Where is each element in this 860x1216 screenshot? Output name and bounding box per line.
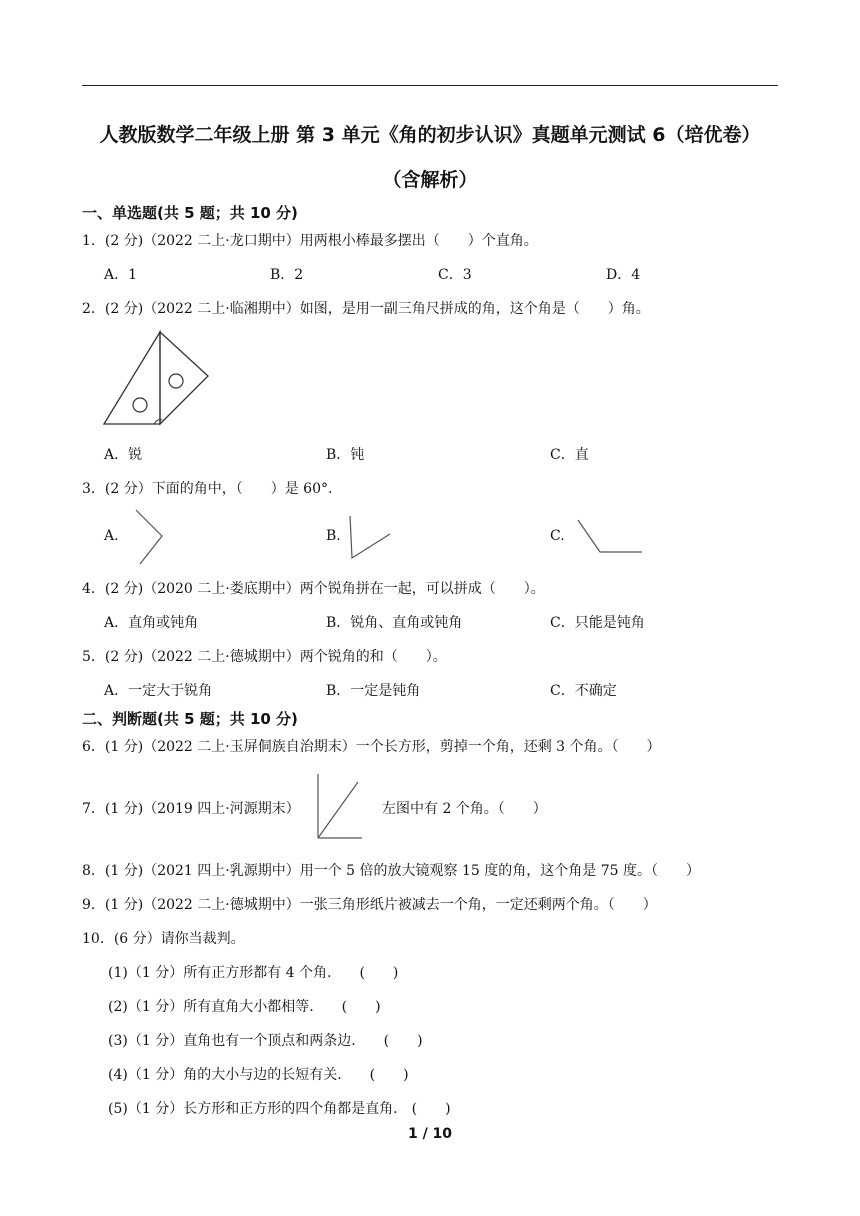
q1-option-b[interactable]: B．2	[270, 267, 304, 283]
q4-option-b[interactable]: B．锐角、直角或钝角	[326, 615, 463, 631]
q2-option-c[interactable]: C．直	[550, 447, 589, 463]
q1-option-d[interactable]: D．4	[606, 267, 641, 283]
question-10: 10．(6 分）请你当裁判。	[82, 931, 245, 947]
q4-option-c[interactable]: C．只能是钝角	[550, 615, 645, 631]
angle-figure-b	[344, 512, 394, 562]
angle-figure-c	[574, 516, 646, 558]
q10-subitem-5: (5)（1 分）长方形和正方形的四个角都是直角. ( )	[108, 1101, 451, 1117]
header-rule	[82, 85, 778, 86]
angle-figure-a	[130, 506, 166, 568]
document-title: 人教版数学二年级上册 第 3 单元《角的初步认识》真题单元测试 6（培优卷）	[99, 124, 761, 146]
page-number: 1 / 10	[407, 1126, 453, 1142]
q1-option-c[interactable]: C．3	[438, 267, 472, 283]
section-heading-true-false: 二、判断题(共 5 题；共 10 分)	[82, 710, 298, 728]
question-4: 4．(2 分)（2020 二上·娄底期中）两个锐角拼在一起，可以拼成（ ）。	[82, 581, 545, 597]
section-heading-single-choice: 一、单选题(共 5 题；共 10 分)	[82, 204, 298, 222]
q5-option-c[interactable]: C．不确定	[550, 683, 617, 699]
question-8: 8．(1 分)（2021 四上·乳源期中）用一个 5 倍的放大镜观察 15 度的角，这个角是 75 度。（ ）	[82, 863, 700, 879]
q2-option-b[interactable]: B．钝	[326, 447, 365, 463]
q4-option-a[interactable]: A．直角或钝角	[104, 615, 199, 631]
q10-subitem-4: (4)（1 分）角的大小与边的长短有关. ( )	[108, 1067, 409, 1083]
question-7-statement: 左图中有 2 个角。（ ）	[382, 801, 547, 817]
q10-subitem-2: (2)（1 分）所有直角大小都相等. ( )	[108, 999, 381, 1015]
question-5: 5．(2 分)（2022 二上·德城期中）两个锐角的和（ ）。	[82, 649, 447, 665]
question-1: 1．(2 分)（2022 二上·龙口期中）用两根小棒最多摆出（ ）个直角。	[82, 233, 538, 249]
question-7: 7．(1 分)（2019 四上·河源期末）	[82, 801, 300, 817]
angle-figure-q7	[310, 772, 366, 842]
q5-option-b[interactable]: B．一定是钝角	[326, 683, 421, 699]
question-9: 9．(1 分)（2022 二上·德城期中）一张三角形纸片被减去一个角，一定还剩两个角。（ ）	[82, 897, 657, 913]
q10-subitem-3: (3)（1 分）直角也有一个顶点和两条边. ( )	[108, 1033, 423, 1049]
q2-option-a[interactable]: A．锐	[104, 447, 143, 463]
q10-subitem-1: (1)（1 分）所有正方形都有 4 个角. ( )	[108, 965, 399, 981]
q1-option-a[interactable]: A．1	[104, 267, 138, 283]
q5-option-a[interactable]: A．一定大于锐角	[104, 683, 213, 699]
question-6: 6．(1 分)（2022 二上·玉屏侗族自治期末）一个长方形，剪掉一个角，还剩 3 个角。（ ）	[82, 739, 661, 755]
triangle-rulers-figure	[100, 328, 212, 428]
q3-option-c[interactable]: C.	[550, 528, 565, 544]
q3-option-b[interactable]: B.	[326, 528, 341, 544]
document-subtitle: （含解析）	[382, 169, 478, 191]
question-3: 3．(2 分）下面的角中，（ ）是 60°.	[82, 481, 333, 497]
question-2: 2．(2 分)（2022 二上·临湘期中）如图，是用一副三角尺拼成的角，这个角是（ ）角。	[82, 301, 650, 317]
q3-option-a[interactable]: A.	[104, 528, 119, 544]
